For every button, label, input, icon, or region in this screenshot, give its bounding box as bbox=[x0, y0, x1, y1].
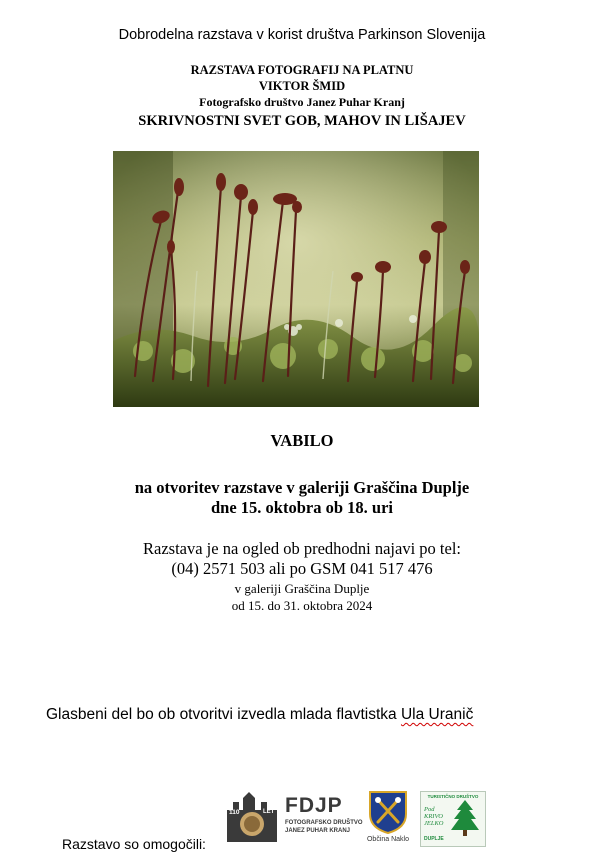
exhibition-dates: od 15. do 31. oktobra 2024 bbox=[231, 598, 373, 613]
fdjp-badge-right: LET bbox=[263, 809, 275, 815]
exhibition-title: SKRIVNOSTNI SVET GOB, MAHOV IN LIŠAJEV bbox=[138, 113, 466, 129]
music-text: Glasbeni del bo ob otvoritvi izvedla mlada flavtistka bbox=[46, 706, 401, 723]
viewing-info: Razstava je na ogled ob predhodni najavi po tel: bbox=[143, 539, 461, 558]
music-line bbox=[46, 706, 473, 724]
tourist-top: TURISTIČNO DRUŠTVO bbox=[427, 794, 479, 799]
intro-line: Dobrodelna razstava v korist društva Parkinson Slovenija bbox=[118, 27, 486, 43]
invitation-heading: VABILO bbox=[270, 431, 334, 450]
moss-photo bbox=[113, 151, 479, 407]
tourist-script: Pod KRIVO JELKO bbox=[424, 806, 444, 827]
fdjp-logo bbox=[225, 792, 363, 844]
tourist-bottom: DUPLJE bbox=[424, 836, 444, 842]
pine-tree-icon bbox=[449, 800, 481, 838]
fdjp-badge-left: 110 bbox=[229, 809, 240, 816]
gallery-name: v galeriji Graščina Duplje bbox=[234, 581, 370, 596]
sponsors-label: Razstavo so omogočili: bbox=[62, 836, 206, 852]
musician-name: Ula Uranič bbox=[400, 706, 474, 723]
opening-date: dne 15. oktobra ob 18. uri bbox=[211, 498, 393, 517]
fdjp-line1: FOTOGRAFSKO DRUŠTVO bbox=[285, 820, 363, 826]
opening-venue: na otvoritev razstave v galeriji Graščina Duplje bbox=[134, 478, 470, 497]
naklo-caption: Občina Naklo bbox=[366, 836, 410, 843]
exhibition-type: RAZSTAVA FOTOGRAFIJ NA PLATNU bbox=[190, 63, 414, 77]
fdjp-line2: JANEZ PUHAR KRANJ bbox=[285, 828, 351, 834]
author-name: VIKTOR ŠMID bbox=[258, 79, 346, 93]
fdjp-acronym: FDJP bbox=[285, 794, 343, 817]
naklo-logo bbox=[364, 790, 412, 846]
naklo-coat-of-arms-icon bbox=[364, 790, 412, 834]
tourist-society-logo bbox=[420, 791, 486, 847]
society-name: Fotografsko društvo Janez Puhar Kranj bbox=[199, 95, 405, 109]
phone-numbers: (04) 2571 503 ali po GSM 041 517 476 bbox=[171, 559, 433, 578]
